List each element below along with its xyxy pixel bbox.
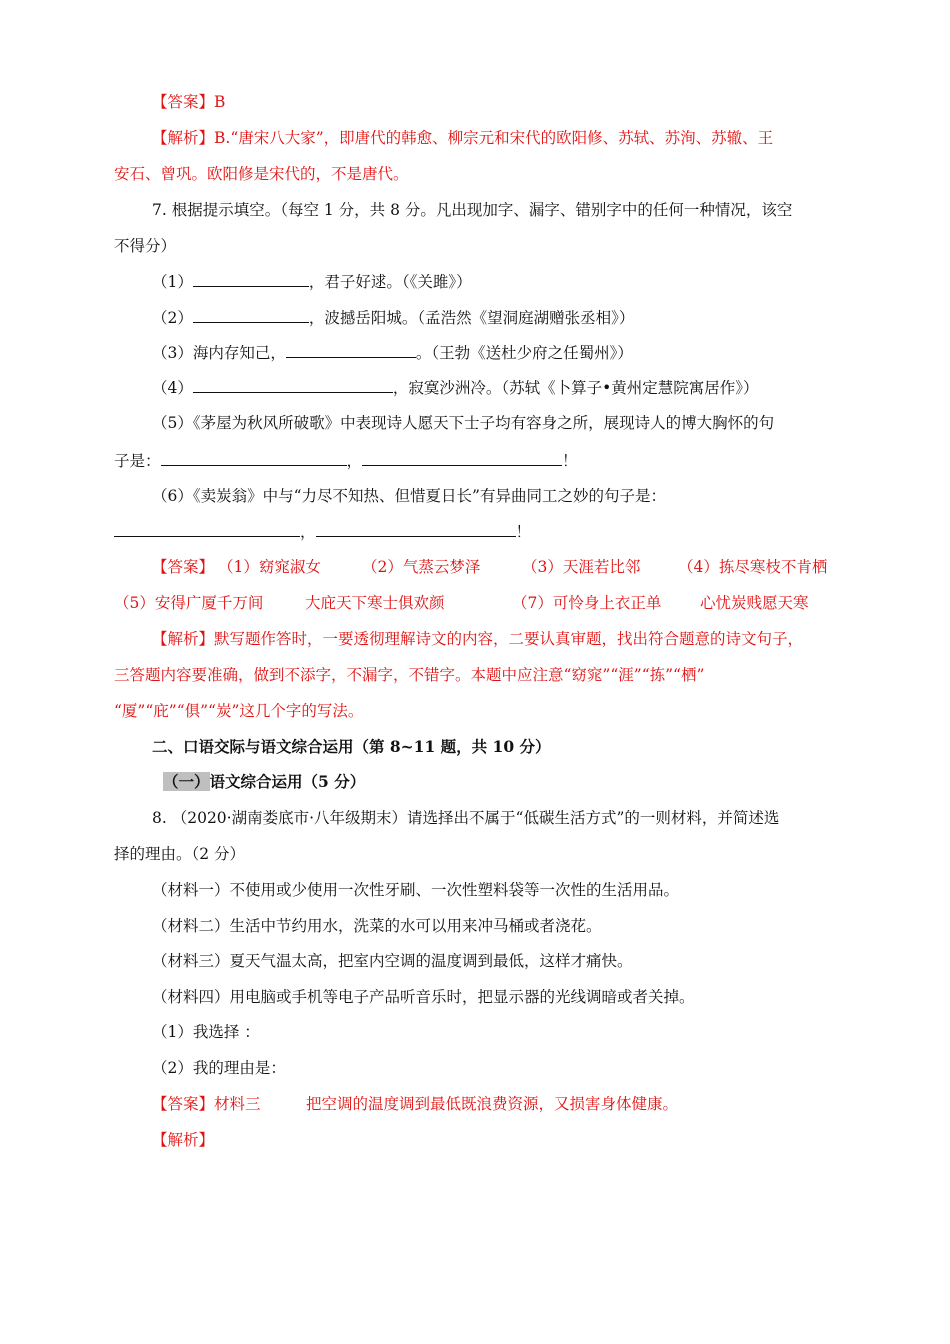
punctuation: ， — [346, 452, 363, 470]
punctuation: ！ — [515, 523, 532, 541]
q8-material-3: （材料三）夏天气温太高，把室内空调的温度调到最低，这样才痛快。 — [152, 952, 633, 970]
q8-answer-reason: 把空调的温度调到最低既浪费资源，又损害身体健康。 — [306, 1095, 679, 1113]
analysis-text: 默写题作答时，一要透彻理解诗文的内容，二要认真审题，找出符合题意的诗文句子， — [214, 630, 804, 648]
q7-item-4 — [152, 378, 759, 398]
q7-item-5-line-2 — [114, 451, 578, 471]
q7-analysis-line-3: “厦”“庇”“俱”“炭”这几个字的写法。 — [114, 702, 364, 720]
subtitle-text: 语文综合运用（5 分） — [209, 772, 366, 791]
q8-material-1: （材料一）不使用或少使用一次性牙刷、一次性塑料袋等一次性的生活用品。 — [152, 881, 680, 899]
section-2-title: 二、口语交际与语文综合运用（第 8~11 题，共 10 分） — [152, 737, 551, 756]
q8-choose: （1）我选择 ： — [152, 1023, 260, 1041]
q7-answer-1: （1）窈窕淑女 — [218, 558, 321, 576]
analysis-tag: 【解析】 — [152, 129, 215, 147]
fill-blank — [316, 522, 516, 537]
answer-tag: 【答案】 — [152, 93, 215, 111]
q7-answer-7a: （7）可怜身上衣正单 — [512, 594, 662, 612]
q6-answer-line — [152, 92, 225, 112]
q8-answer-line — [152, 1094, 261, 1114]
q7-item-6: （6）《卖炭翁》中与“力尽不知热、但惜夏日长”有异曲同工之妙的句子是： — [152, 487, 666, 505]
q8-material-2: （材料二）生活中节约用水，洗菜的水可以用来冲马桶或者浇花。 — [152, 917, 602, 935]
subtitle-highlight: （一） — [163, 772, 210, 791]
q7-item-5: （5）《茅屋为秋风所破歌》中表现诗人愿天下士子均有容身之所，展现诗人的博大胸怀的句 — [152, 414, 775, 432]
q7-answer-tag: 【答案】 — [152, 558, 215, 576]
q7-answer-4: （4）拣尽寒枝不肯栖 — [678, 558, 828, 576]
item-text: 子是： — [114, 452, 161, 470]
q8-reason: （2）我的理由是： — [152, 1059, 286, 1077]
fill-blank — [193, 308, 309, 323]
q7-answer-7b: 心忧炭贱愿天寒 — [700, 594, 809, 612]
q7-answer-3: （3）天涯若比邻 — [522, 558, 641, 576]
item-number: （4） — [152, 379, 193, 397]
fill-blank — [286, 343, 416, 358]
q7-analysis-line — [152, 629, 803, 649]
fill-blank — [114, 522, 300, 537]
answer-tag: 【答案】 — [152, 1095, 215, 1113]
q6-analysis-line — [152, 128, 773, 148]
item-text: ，君子好逑。（《关雎》） — [308, 273, 472, 291]
q8-analysis-tag: 【解析】 — [152, 1131, 215, 1149]
q7-answer-5a: （5）安得广厦千万间 — [114, 594, 264, 612]
item-text: ，寂寞沙洲冷。（苏轼《卜算子•黄州定慧院寓居作》） — [392, 379, 759, 397]
analysis-tag: 【解析】 — [152, 630, 215, 648]
punctuation: ！ — [562, 452, 578, 470]
q8-material-4: （材料四）用电脑或手机等电子产品听音乐时，把显示器的光线调暗或者关掉。 — [152, 988, 695, 1006]
item-number: （1） — [152, 273, 193, 291]
q8-stem-2: 择的理由。（2 分） — [114, 845, 246, 863]
item-text: （3）海内存知己， — [152, 344, 286, 362]
fill-blank — [161, 451, 347, 466]
fill-blank — [193, 378, 393, 393]
q7-item-6-line-2 — [114, 522, 531, 542]
q7-item-1 — [152, 272, 472, 292]
q7-answer-2: （2）气蒸云梦泽 — [362, 558, 481, 576]
q7-answer-5b: 大庇天下寒士俱欢颜 — [305, 594, 445, 612]
section-2-subtitle — [163, 772, 365, 792]
item-number: （2） — [152, 309, 193, 327]
fill-blank — [193, 272, 309, 287]
item-text: ，波撼岳阳城。（孟浩然《望洞庭湖赠张丞相》） — [308, 309, 635, 327]
analysis-text: B.“唐宋八大家”，即唐代的韩愈、柳宗元和宋代的欧阳修、苏轼、苏洵、苏辙、王 — [214, 129, 774, 147]
q7-item-2 — [152, 308, 634, 328]
q7-analysis-line-2: 三答题内容要准确，做到不添字，不漏字，不错字。本题中应注意“窈窕”“涯”“拣”“栖” — [114, 666, 705, 684]
punctuation: ， — [300, 523, 316, 541]
item-text: 。（王勃《送杜少府之任蜀州》） — [415, 344, 633, 362]
q8-stem: 8. （2020·湖南娄底市·八年级期末）请选择出不属于“低碳生活方式”的一则材料，并简述选 — [152, 809, 780, 827]
answer-choice: 材料三 — [214, 1095, 261, 1113]
fill-blank — [362, 451, 562, 466]
q6-analysis-line-2: 安石、曾巩。欧阳修是宋代的，不是唐代。 — [114, 165, 409, 183]
q7-stem-2: 不得分） — [114, 237, 177, 255]
q7-stem: 7. 根据提示填空。（每空 1 分，共 8 分。凡出现加字、漏字、错别字中的任何一种情况，该空 — [152, 201, 793, 219]
answer-text: B — [214, 93, 226, 111]
q7-item-3 — [152, 343, 633, 363]
